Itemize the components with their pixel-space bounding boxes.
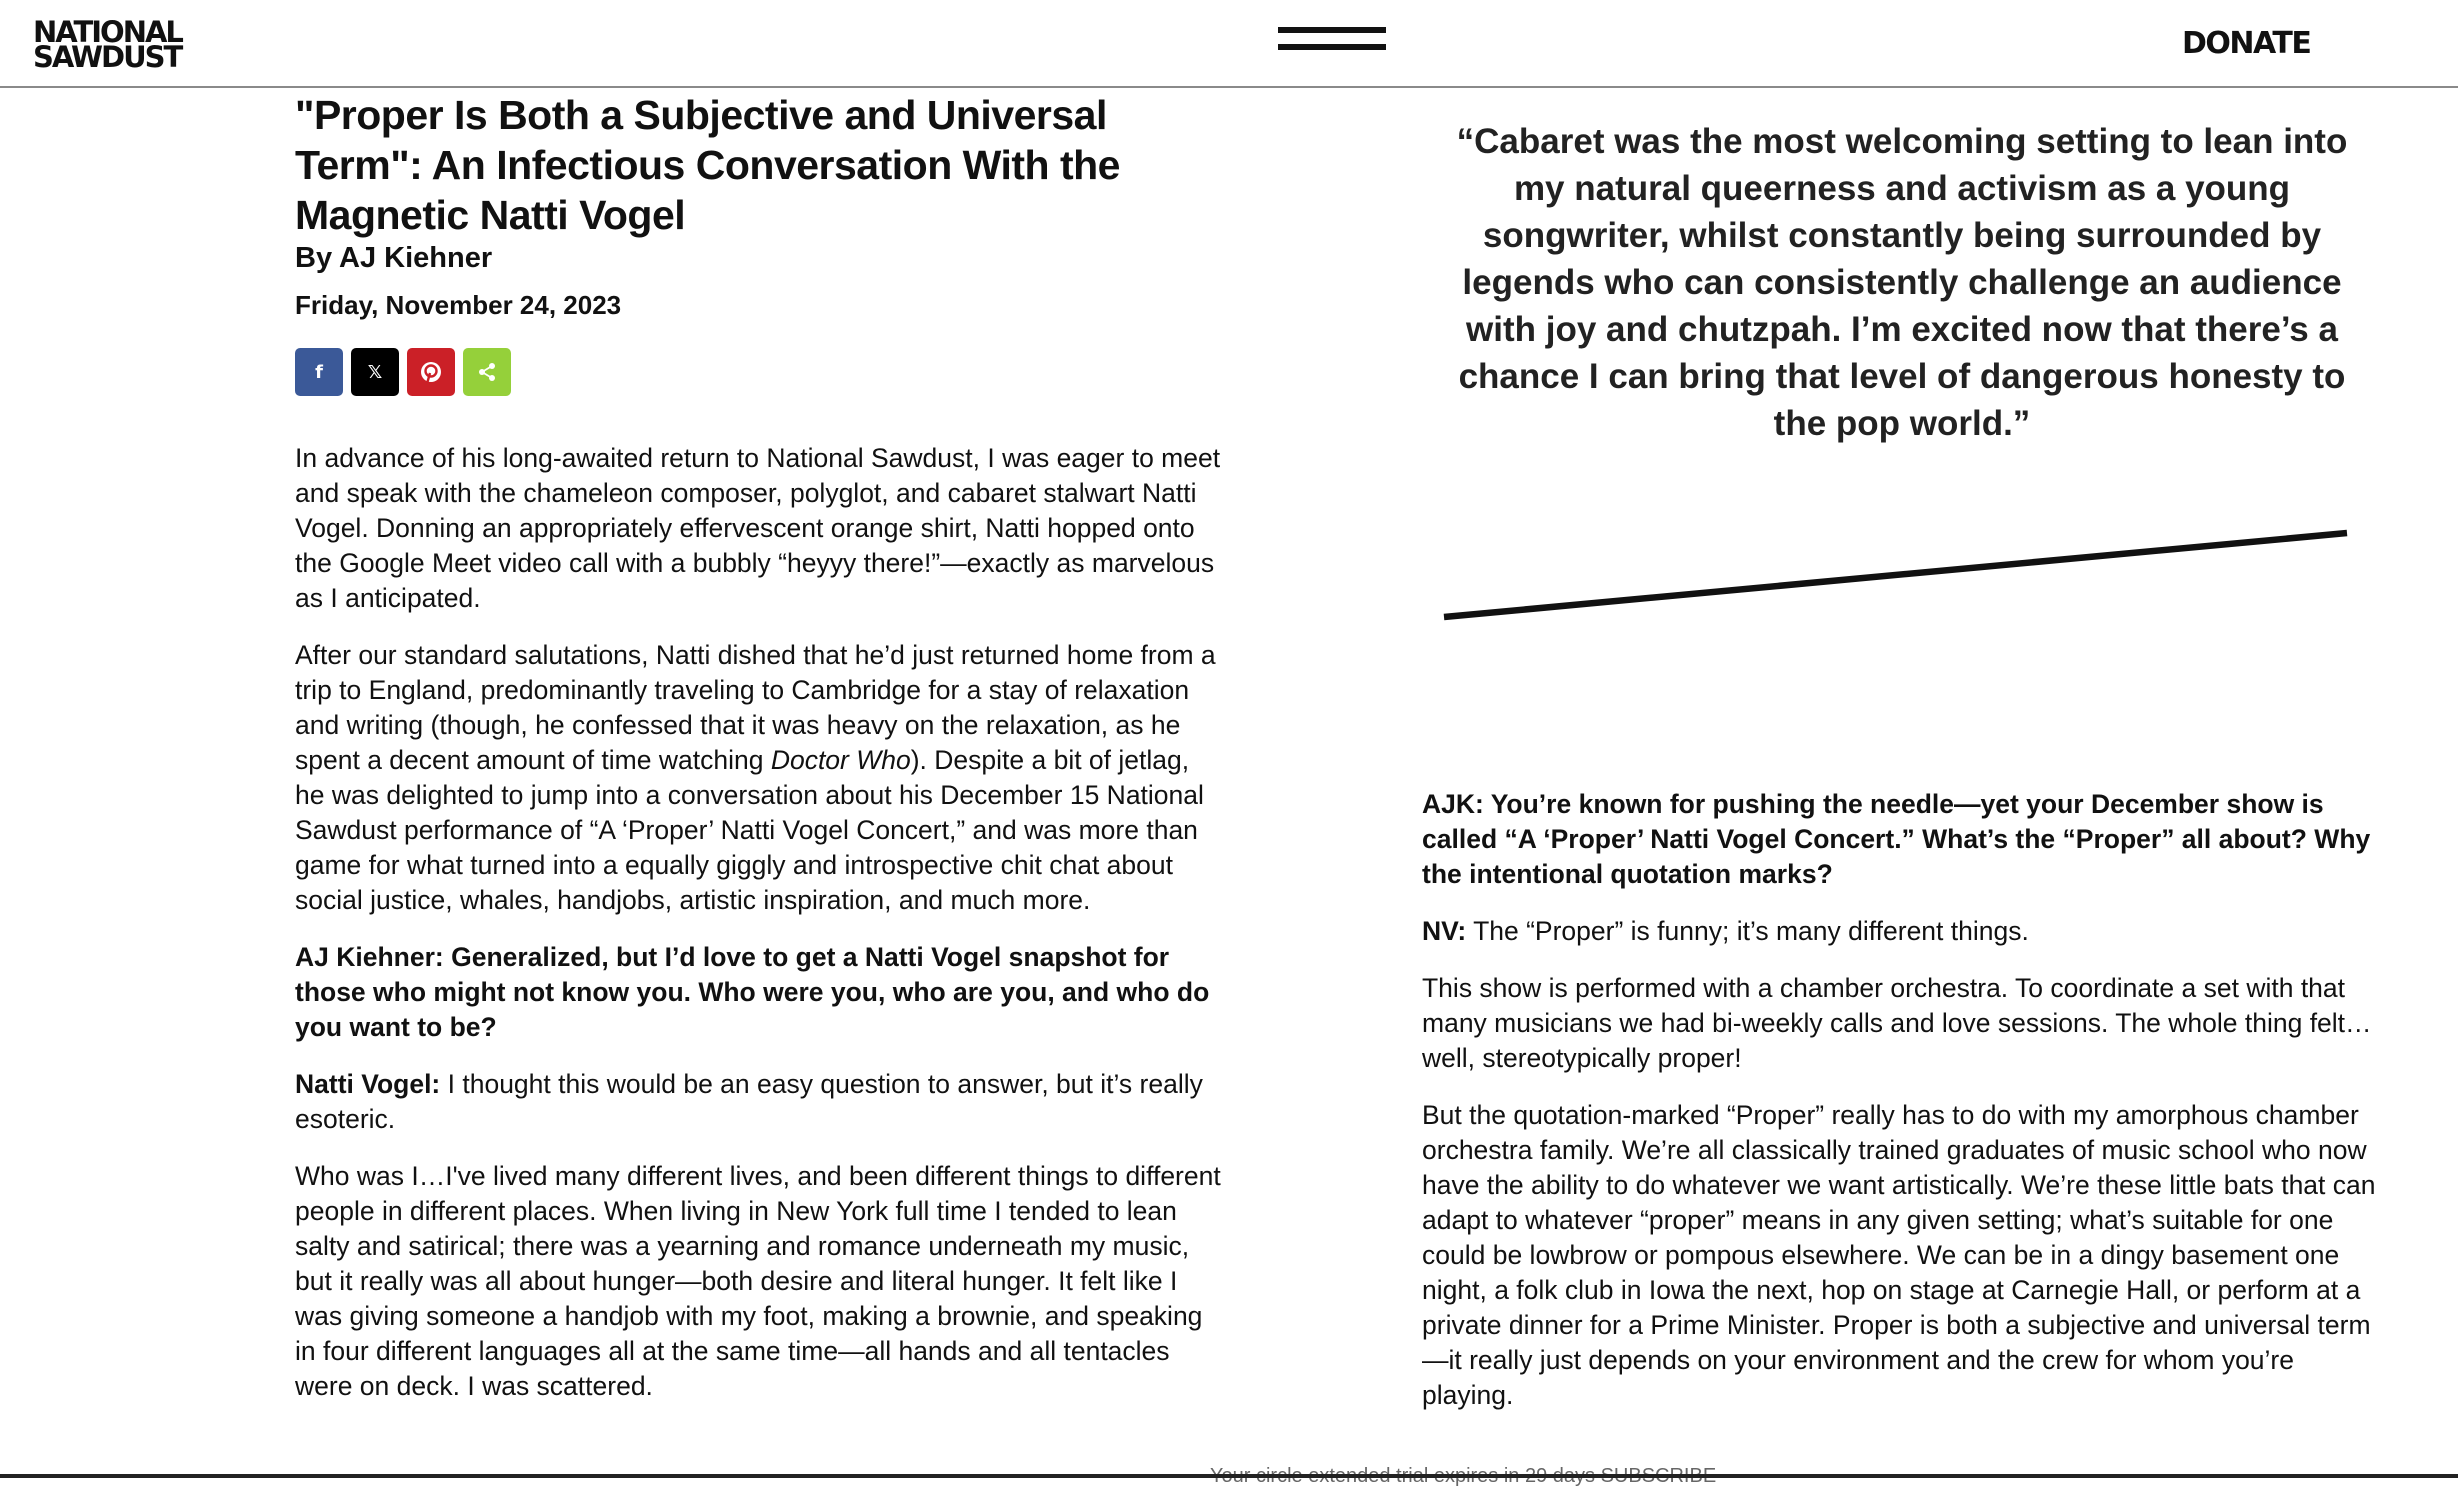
pull-quote: “Cabaret was the most welcoming setting to lean into my natural queerness and activism as a young songwriter, whilst constantly being surrounded by legends who can consistently challenge an audience with joy and chutzpah. I’m excited now that there’s a chance I can bring that level of dangerous honesty to the pop world.” [1456, 122, 2348, 443]
donate-link[interactable]: DONATE [2182, 26, 2311, 61]
question-2: AJK: You’re known for pushing the needle—yet your December show is called “A ‘Proper’ Natti Vogel Concert.” What’s the “Proper” all about? Why the intentional quotation marks? [1422, 789, 2371, 889]
share-buttons [295, 348, 1225, 398]
answer-2-text: The “Proper” is funny; it’s many different things. [1466, 916, 2029, 946]
paragraph-intro: In advance of his long-awaited return to National Sawdust, I was eager to meet and speak with the chameleon composer, polyglot, and cabaret stalwart Natti Vogel. Donning an appropriately effervescent orange shirt, Natti hopped onto the Google Meet video call with a bubbly “heyyy there!”—exactly as marvelous as I anticipated. [295, 443, 1221, 613]
site-header [0, 0, 2458, 88]
article-date: Friday, November 24, 2023 [295, 290, 622, 320]
pinterest-share-button[interactable] [407, 348, 455, 396]
x-share-button[interactable] [351, 348, 399, 396]
logo-line-2: SAWDUST [33, 40, 182, 74]
article-title: "Proper Is Both a Subjective and Universal Term": An Infectious Conversation With the Magnetic Natti Vogel [295, 92, 1120, 238]
paragraph-chamber-orchestra: This show is performed with a chamber orchestra. To coordinate a set with that many musicians we had bi-weekly calls and love sessions. The whole thing felt…well, stereotypically proper! [1422, 973, 2372, 1073]
facebook-icon: f [315, 362, 323, 383]
paragraph-who-was-i: Who was I…I've lived many different lives, and been different things to different people in different places. When living in New York full time I tended to lean salty and satirical; there was a yearning and romance underneath my music, but it really was all about hunger—both desire and literal hunger. It felt like I was giving someone a handjob with my foot, making a brownie, and speaking in four different languages all at the same time—all hands and all tentacles were on deck. I was scattered. [295, 1161, 1221, 1401]
paragraph-salutations-start: After our standard salutations, Natti dished that he’d just returned home from a trip to England, predominantly traveling to Cambridge for a stay of relaxation and writing (though, he confessed that it was heavy on the relaxation, as he spent a decent amount of time watching [295, 640, 1216, 775]
question-1: AJ Kiehner: Generalized, but I’d love to get a Natti Vogel snapshot for those who might not know you. Who were you, who are you, and who do you want to be? [295, 942, 1210, 1042]
paragraph-salutations-end: ). Despite a bit of jetlag, he was delighted to jump into a conversation about his December 15 National Sawdust performance of “A ‘Proper’ Natti Vogel Concert,” and was more than game for what turned into a equally giggly and introspective chit chat about social justice, whales, handjobs, artistic inspiration, and much more. [295, 745, 1204, 915]
answer-1-text: I thought this would be an easy question to answer, but it’s really esoteric. [295, 1069, 1203, 1134]
article-body-right [1422, 787, 2382, 1413]
article-right-column [1422, 88, 2382, 1435]
decorative-divider-line [1422, 527, 2382, 627]
national-sawdust-logo[interactable] [33, 15, 182, 74]
logo-line-1: NATIONAL [33, 15, 182, 49]
bottom-edge [0, 1474, 2458, 1478]
answer-2 [1422, 914, 2382, 949]
x-icon: 𝕏 [367, 362, 383, 383]
doctor-who-title: Doctor Who [770, 745, 911, 775]
pinterest-icon [420, 361, 442, 383]
answer-2-speaker: NV: [1422, 916, 1467, 946]
menu-icon[interactable] [1278, 25, 1386, 57]
article-left-column [295, 88, 1225, 1426]
answer-1-speaker: Natti Vogel: [295, 1069, 441, 1099]
share-more-button[interactable] [463, 348, 511, 396]
share-icon [476, 361, 498, 383]
article-body-left [295, 441, 1225, 1404]
paragraph-proper-meaning: But the quotation-marked “Proper” really has to do with my amorphous chamber orchestra family. We’re all classically trained graduates of music school who now have the ability to do whatever we want artistically. We’re these little bats that can adapt to whatever “proper” means in any given setting; what’s suitable for one could be lowbrow or pompous elsewhere. We can be in a dingy basement one night, a folk club in Iowa the next, hop on stage at Carnegie Hall, or perform at a private dinner for a Prime Minister. Proper is both a subjective and universal term—it really just depends on your environment and the crew for whom you’re playing. [1422, 1100, 2376, 1410]
answer-1 [295, 1067, 1225, 1137]
paragraph-salutations [295, 638, 1225, 918]
facebook-share-button[interactable] [295, 348, 343, 396]
article-byline: By AJ Kiehner [295, 242, 493, 274]
